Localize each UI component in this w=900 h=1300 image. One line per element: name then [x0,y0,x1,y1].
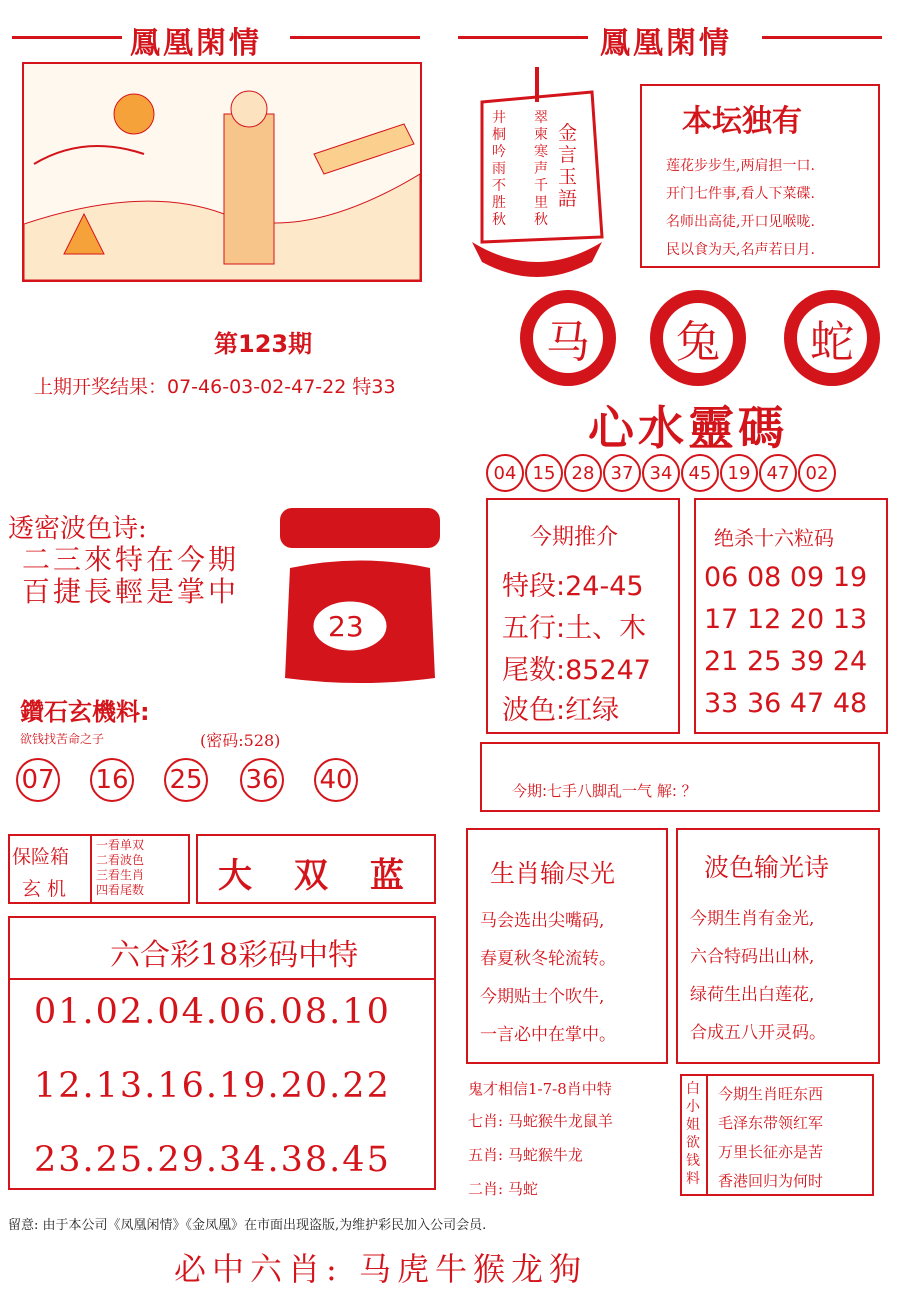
miss-bai-line: 万里长征亦是苦 [718,1143,824,1161]
treasure-illustration [270,498,450,690]
number-ball: 04 [486,454,524,492]
zodiac-lose-line: 春夏秋冬轮流转。 [480,949,616,969]
zodiac-badge [650,290,746,386]
miss-bai-line: 毛泽东带领红军 [718,1114,824,1132]
diamond-subtitle: 欲钱找苦命之子 [20,732,105,746]
zodiac-lose-lines [480,902,616,1054]
last-result: 上期开奖结果：07-46-03-02-47-22 特33 [34,376,396,398]
safe-line: 四看尾数 [96,883,145,897]
wave-poem-title: 波色输光诗 [704,853,830,882]
number-ball: 02 [798,454,836,492]
zodiac-lose-line: 马会选出尖嘴码, [480,911,605,931]
exclusive-lines [666,152,815,264]
miss-bai-lines [718,1080,823,1196]
zodiac-badge [784,290,880,386]
exclusive-box [640,84,880,268]
number-ball: 37 [603,454,641,492]
header-title-right: 鳳凰閑情 [600,26,732,61]
wave-poem-line: 六合特码出山林, [690,947,815,967]
treasure-image [270,498,450,690]
number-ball: 28 [564,454,602,492]
safe-line: 三看生肖 [96,868,145,882]
treasure-number: 23 [328,610,364,643]
number-ball: 15 [525,454,563,492]
header-rule [762,36,882,39]
zodiac-badge [520,290,616,386]
ghost-title: 鬼才相信1-7-8肖中特 [468,1080,612,1098]
wave-poem-lines [690,900,826,1052]
safe-label-2: 玄 机 [22,878,67,900]
safe-box [8,834,190,904]
zodiac-label: 蛇 [797,303,867,373]
exclusive-line: 名师出高徒,开口见喉咙. [666,214,815,230]
safe-label-1: 保险箱 [12,846,70,868]
exclusive-line: 莲花步步生,两肩担一口. [666,158,815,174]
big-char: 大 [218,856,252,896]
wave-poem-line: 绿荷生出白莲花, [690,985,815,1005]
recommend-box [486,498,680,734]
poem-title: 透密波色诗: [8,514,147,544]
zodiac-label: 马 [533,303,603,373]
ghost-line-2: 二肖: 马蛇 [468,1180,538,1198]
exclusive-title: 本坛独有 [682,104,802,139]
boat-illustration [452,62,622,282]
issue-number: 第123期 [214,330,313,358]
notice-text: 留意: 由于本公司《凤凰闲情》《金凤凰》在市面出现盗版,为维护彩民加入公司会员. [8,1218,487,1233]
lhc-divider [10,978,434,980]
safe-line: 一看单双 [96,838,145,852]
wave-poem-box [676,828,880,1064]
diamond-number: 25 [164,758,208,802]
header-title-left: 鳳凰閑情 [130,26,262,61]
kill16-title: 绝杀十六粒码 [714,526,834,550]
lhc-box [8,916,436,1190]
must-six-zodiac: 必中六肖: 马虎牛猴龙狗 [174,1250,587,1288]
big-char: 双 [294,856,328,896]
miss-bai-divider [706,1076,708,1194]
big-box [196,834,436,904]
recommend-title: 今期推介 [530,525,619,550]
boat-col-left: 井桐吟雨不胜秋 [492,110,506,228]
exclusive-line: 开门七件事,看人下菜碟. [666,186,815,202]
lhc-row: 12.13.16.19.20.22 [34,1066,391,1106]
scenery-illustration [22,62,422,282]
safe-line: 二看波色 [96,853,145,867]
zodiac-label: 兔 [663,303,733,373]
zodiac-lose-title: 生肖输尽光 [490,859,616,888]
kill16-row: 06 08 09 19 [704,562,868,593]
header-rule [458,36,588,39]
kill16-row: 21 25 39 24 [704,646,868,677]
ghost-line-7: 七肖: 马蛇猴牛龙鼠羊 [468,1112,613,1130]
poem-line-2: 百捷長輕是掌中 [22,575,240,608]
kill16-row: 33 36 47 48 [704,688,868,719]
diamond-number: 40 [314,758,358,802]
diamond-password: (密码:528) [200,731,281,750]
riddle-box [480,742,880,812]
zodiac-lose-line: 一言必中在掌中。 [480,1025,616,1045]
poem-line-1: 二三來特在今期 [22,543,240,576]
miss-bai-box [680,1074,874,1196]
lhc-row: 01.02.04.06.08.10 [34,992,391,1032]
lhc-row: 23.25.29.34.38.45 [34,1140,391,1180]
diamond-number: 07 [16,758,60,802]
number-ball: 47 [759,454,797,492]
wave-poem-line: 合成五八开灵码。 [690,1023,826,1043]
recommend-line: 特段:24-45 [502,571,644,602]
zodiac-lose-box [466,828,668,1064]
must-win-title: 心水靈碼 [588,401,788,455]
number-ball: 45 [681,454,719,492]
recommend-line: 尾数:85247 [502,655,651,686]
wave-poem-line: 今期生肖有金光, [690,909,815,929]
diamond-number: 16 [90,758,134,802]
kill16-box [694,498,888,734]
exclusive-line: 民以食为天,名声若日月. [666,242,815,258]
zodiac-lose-line: 今期贴士个吹牛, [480,987,605,1007]
number-ball: 34 [642,454,680,492]
header-rule [290,36,420,39]
lhc-title: 六合彩18彩码中特 [110,938,359,973]
safe-lines [96,838,144,898]
boat-title: 金言玉語 [558,122,578,210]
scenery-image [24,64,420,280]
header-rule [12,36,122,39]
recommend-line: 波色:红绿 [502,695,620,726]
miss-bai-side: 白小姐欲钱料 [686,1081,700,1187]
riddle-text: 今期:七手八脚乱一气 解: ？ [512,782,697,800]
boat-col-mid: 翠柬寒声千里秋 [534,110,548,228]
safe-divider [90,836,92,902]
number-ball: 19 [720,454,758,492]
miss-bai-line: 今期生肖旺东西 [718,1085,824,1103]
big-char: 蓝 [370,856,404,896]
ball-row [486,454,837,492]
miss-bai-line: 香港回归为何时 [718,1172,824,1190]
recommend-line: 五行:土、木 [502,613,647,644]
kill16-row: 17 12 20 13 [704,604,868,635]
ghost-line-5: 五肖: 马蛇猴牛龙 [468,1146,583,1164]
diamond-title: 鑽石玄機料: [20,698,150,726]
diamond-number: 36 [240,758,284,802]
